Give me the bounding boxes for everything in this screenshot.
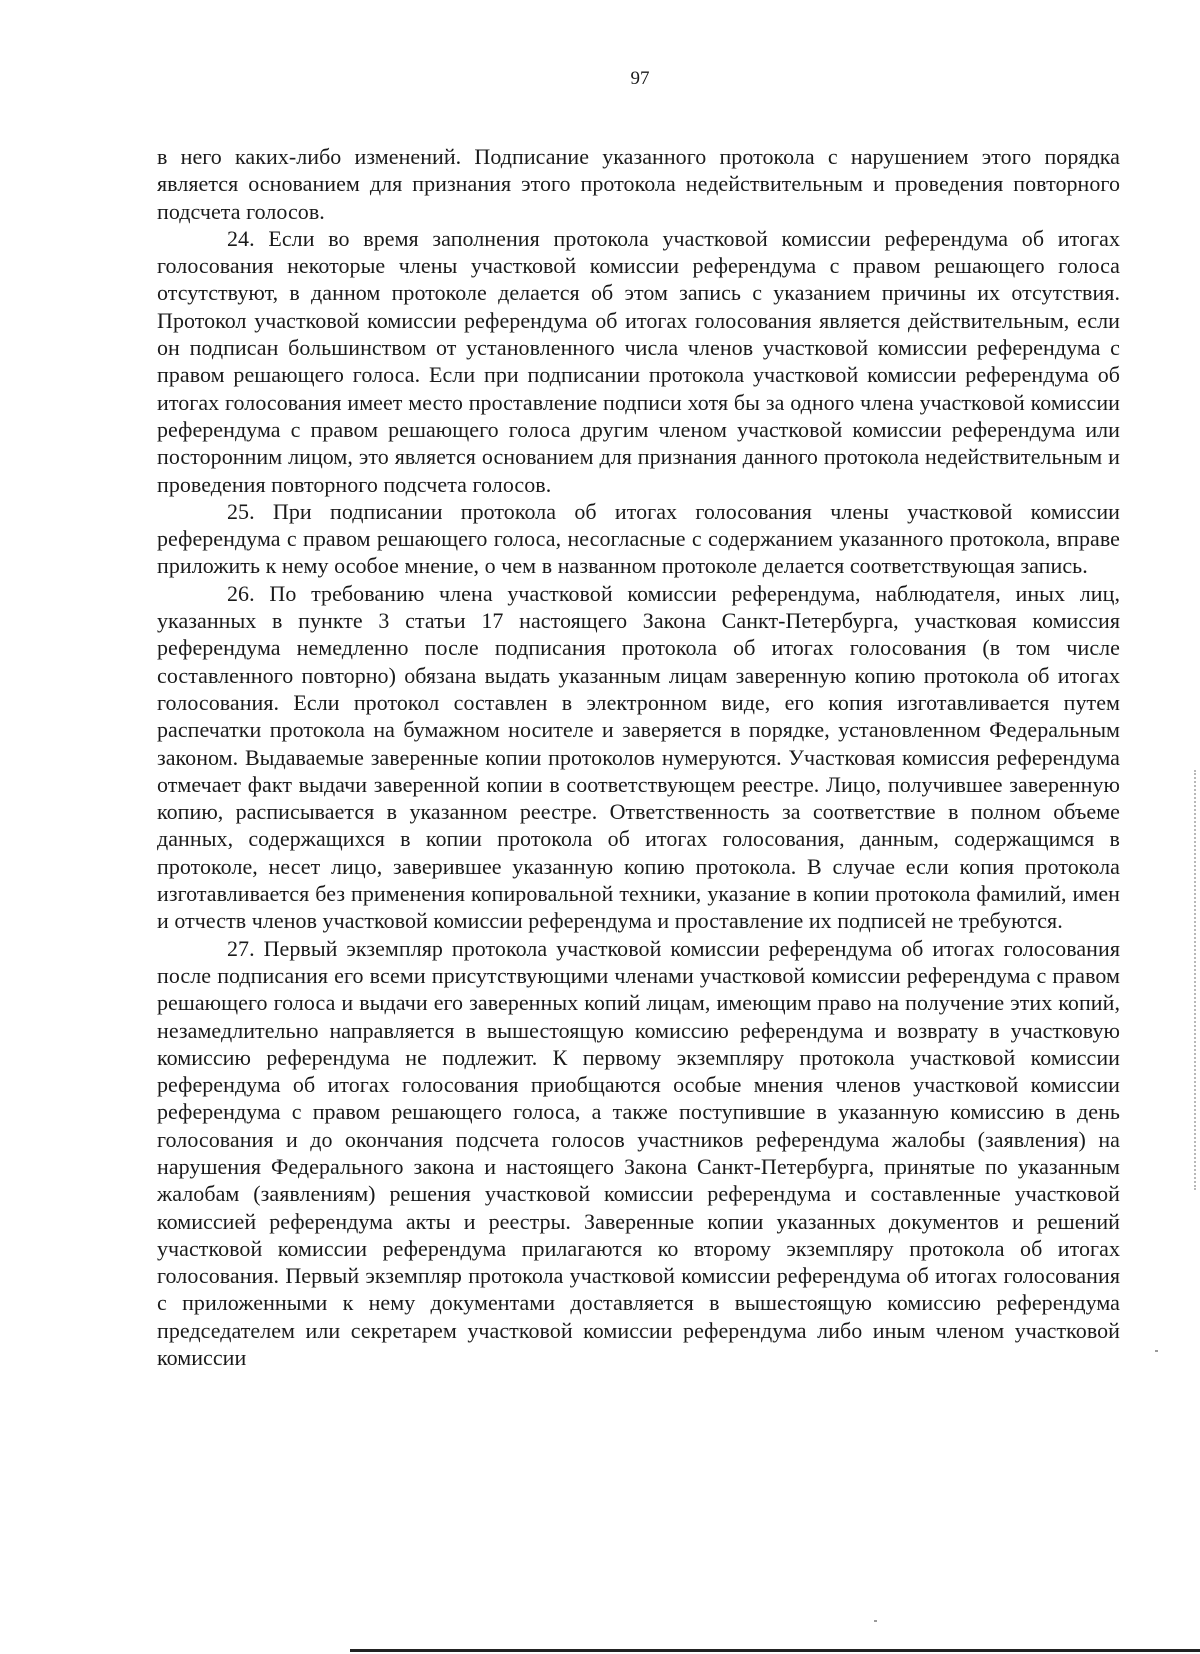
scan-speck <box>874 1620 877 1622</box>
paragraph-24: 24. Если во время заполнения протокола участковой комиссии референдума об итогах голосования некоторые члены участковой комиссии референдума с правом решающего голоса отсутствуют, в данном протоколе делается об этом запись с указанием причины их отсутствия. Протокол участковой комиссии референдума об итогах голосования является действительным, если он подписан большинством от установленного числа членов участковой комиссии референдума с правом решающего голоса. Если при подписании протокола участковой комиссии референдума об итогах голосования имеет место проставление подписи хотя бы за одного члена участковой комиссии референдума с правом решающего голоса другим членом участковой комиссии референдума или посторонним лицом, это является основанием для признания данного протокола недействительным и проведения повторного подсчета голосов. <box>157 225 1120 497</box>
paragraph-25: 25. При подписании протокола об итогах голосования члены участковой комиссии референдума с правом решающего голоса, несогласные с содержанием указанного протокола, вправе приложить к нему особое мнение, о чем в названном протоколе делается соответствующая запись. <box>157 498 1120 579</box>
paragraph-27: 27. Первый экземпляр протокола участковой комиссии референдума об итогах голосования после подписания его всеми присутствующими членами участковой комиссии референдума с правом решающего голоса и выдачи его заверенных копий лицам, имеющим право на получение этих копий, незамедлительно направляется в вышестоящую комиссию референдума и возврату в участковую комиссию референдума не подлежит. К первому экземпляру протокола участковой комиссии референдума об итогах голосования приобщаются особые мнения членов участковой комиссии референдума с правом решающего голоса, а также поступившие в указанную комиссию в день голосования и до окончания подсчета голосов участников референдума жалобы (заявления) на нарушения Федерального закона и настоящего Закона Санкт-Петербурга, принятые по указанным жалобам (заявлениям) решения участковой комиссии референдума и составленные участковой комиссией референдума акты и реестры. Заверенные копии указанных документов и решений участковой комиссии референдума прилагаются ко второму экземпляру протокола об итогах голосования. Первый экземпляр протокола участковой комиссии референдума об итогах голосования с приложенными к нему документами доставляется в вышестоящую комиссию референдума председателем или секретарем участковой комиссии референдума либо иным членом участковой комиссии <box>157 935 1120 1371</box>
paragraph-26: 26. По требованию члена участковой комиссии референдума, наблюдателя, иных лиц, указанных в пункте 3 статьи 17 настоящего Закона Санкт-Петербурга, участковая комиссия референдума немедленно после подписания протокола об итогах голосования (в том числе составленного повторно) обязана выдать указанным лицам заверенную копию протокола об итогах голосования. Если протокол составлен в электронном виде, его копия изготавливается путем распечатки протокола на бумажном носителе и заверяется в порядке, установленном Федеральным законом. Выдаваемые заверенные копии протоколов нумеруются. Участковая комиссия референдума отмечает факт выдачи заверенной копии в соответствующем реестре. Лицо, получившее заверенную копию, расписывается в указанном реестре. Ответственность за соответствие в полном объеме данных, содержащихся в копии протокола об итогах голосования, данным, содержащимся в протоколе, несет лицо, заверившее указанную копию протокола. В случае если копия протокола изготавливается без применения копировальной техники, указание в копии протокола фамилий, имен и отчеств членов участковой комиссии референдума и проставление их подписей не требуются. <box>157 580 1120 934</box>
scan-bottom-edge <box>350 1649 1200 1652</box>
paragraph-continuation: в него каких-либо изменений. Подписание указанного протокола с нарушением этого порядка является основанием для признания этого протокола недействительным и проведения повторного подсчета голосов. <box>157 144 1120 224</box>
scan-speck <box>1155 1350 1158 1352</box>
document-body <box>157 143 1120 1371</box>
scan-margin-artifact <box>1192 770 1196 1190</box>
page-number: 97 <box>630 68 650 89</box>
